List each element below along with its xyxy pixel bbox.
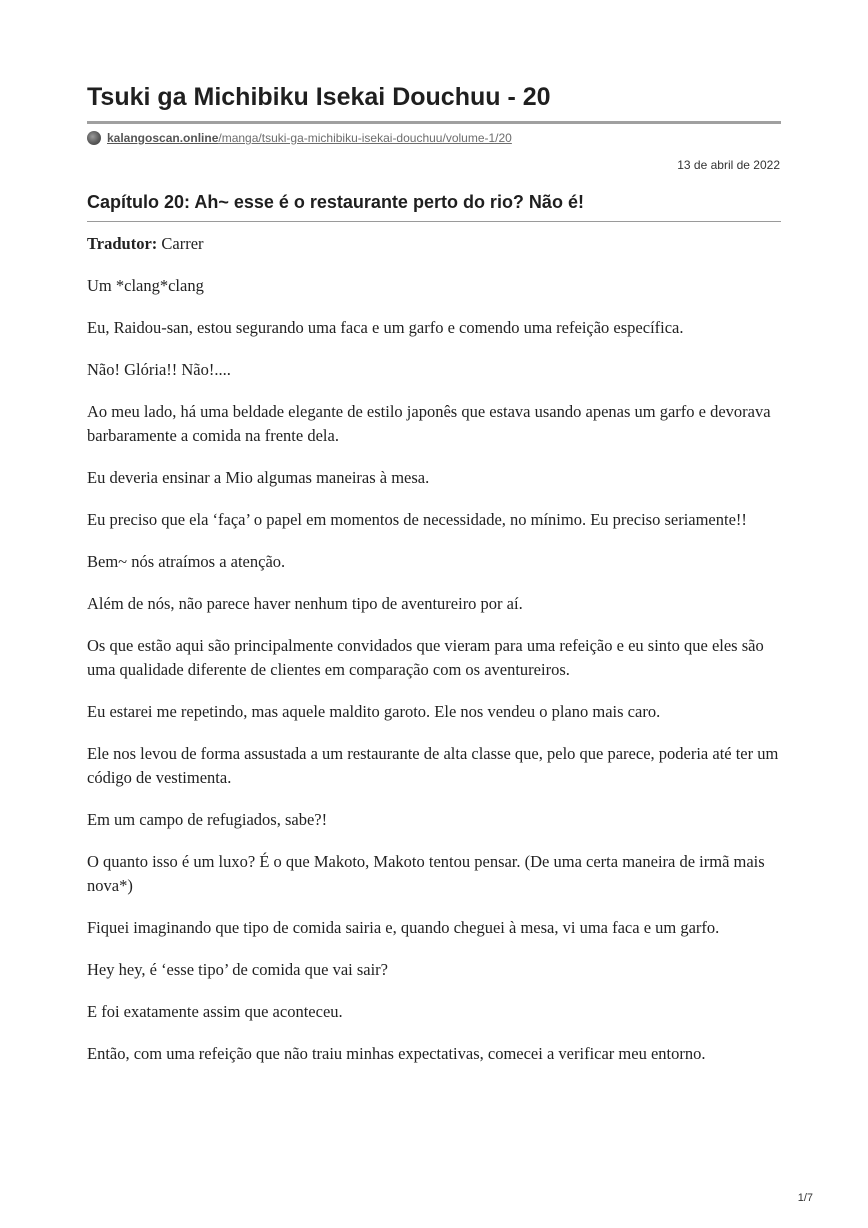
chapter-title: Capítulo 20: Ah~ esse é o restaurante perto do rio? Não é! [87,192,584,212]
paragraph: Bem~ nós atraímos a atenção. [87,552,286,571]
paragraph: Hey hey, é ‘esse tipo’ de comida que vai sair? [87,960,389,979]
article-body [87,232,781,1084]
site-favicon-icon [87,131,101,145]
translator-label: Tradutor: [87,234,158,253]
paragraph: Ao meu lado, há uma beldade elegante de estilo japonês que estava usando apenas um garfo e devorava barbaramente a comida na frente dela. [87,402,771,445]
paragraph: Além de nós, não parece haver nenhum tipo de aventureiro por aí. [87,594,523,613]
paragraph: Eu, Raidou-san, estou segurando uma faca e um garfo e comendo uma refeição específica. [87,318,684,337]
title-divider [87,121,781,124]
paragraph: Um *clang*clang [87,276,204,295]
paragraph: Não! Glória!! Não!.... [87,360,231,379]
paragraph: Eu estarei me repetindo, mas aquele maldito garoto. Ele nos vendeu o plano mais caro. [87,702,661,721]
source-path[interactable]: /manga/tsuki-ga-michibiku-isekai-douchuu/volume-1/20 [218,131,512,145]
translator-name: Carrer [157,234,204,253]
paragraph: Então, com uma refeição que não traiu minhas expectativas, comecei a verificar meu entorno. [87,1044,706,1063]
publish-date: 13 de abril de 2022 [677,158,780,172]
source-link[interactable] [87,130,512,146]
paragraph: Ele nos levou de forma assustada a um restaurante de alta classe que, pelo que parece, poderia até ter um código de vestimenta. [87,744,779,787]
translator-credit [87,232,781,256]
page-number: 1/7 [797,1192,813,1204]
chapter-divider [87,221,781,222]
paragraph: Em um campo de refugiados, sabe?! [87,810,328,829]
paragraph: Fiquei imaginando que tipo de comida sairia e, quando cheguei à mesa, vi uma faca e um garfo. [87,918,720,937]
paragraph: O quanto isso é um luxo? É o que Makoto, Makoto tentou pensar. (De uma certa maneira de irmã mais nova*) [87,852,765,895]
paragraph: Eu deveria ensinar a Mio algumas maneiras à mesa. [87,468,430,487]
paragraph: Eu preciso que ela ‘faça’ o papel em momentos de necessidade, no mínimo. Eu preciso seriamente!! [87,510,747,529]
page-title: Tsuki ga Michibiku Isekai Douchuu - 20 [87,83,551,111]
paragraph: E foi exatamente assim que aconteceu. [87,1002,343,1021]
paragraph: Os que estão aqui são principalmente convidados que vieram para uma refeição e eu sinto que eles são uma qualidade diferente de clientes em comparação com os aventureiros. [87,636,764,679]
source-domain[interactable]: kalangoscan.online [107,131,219,145]
